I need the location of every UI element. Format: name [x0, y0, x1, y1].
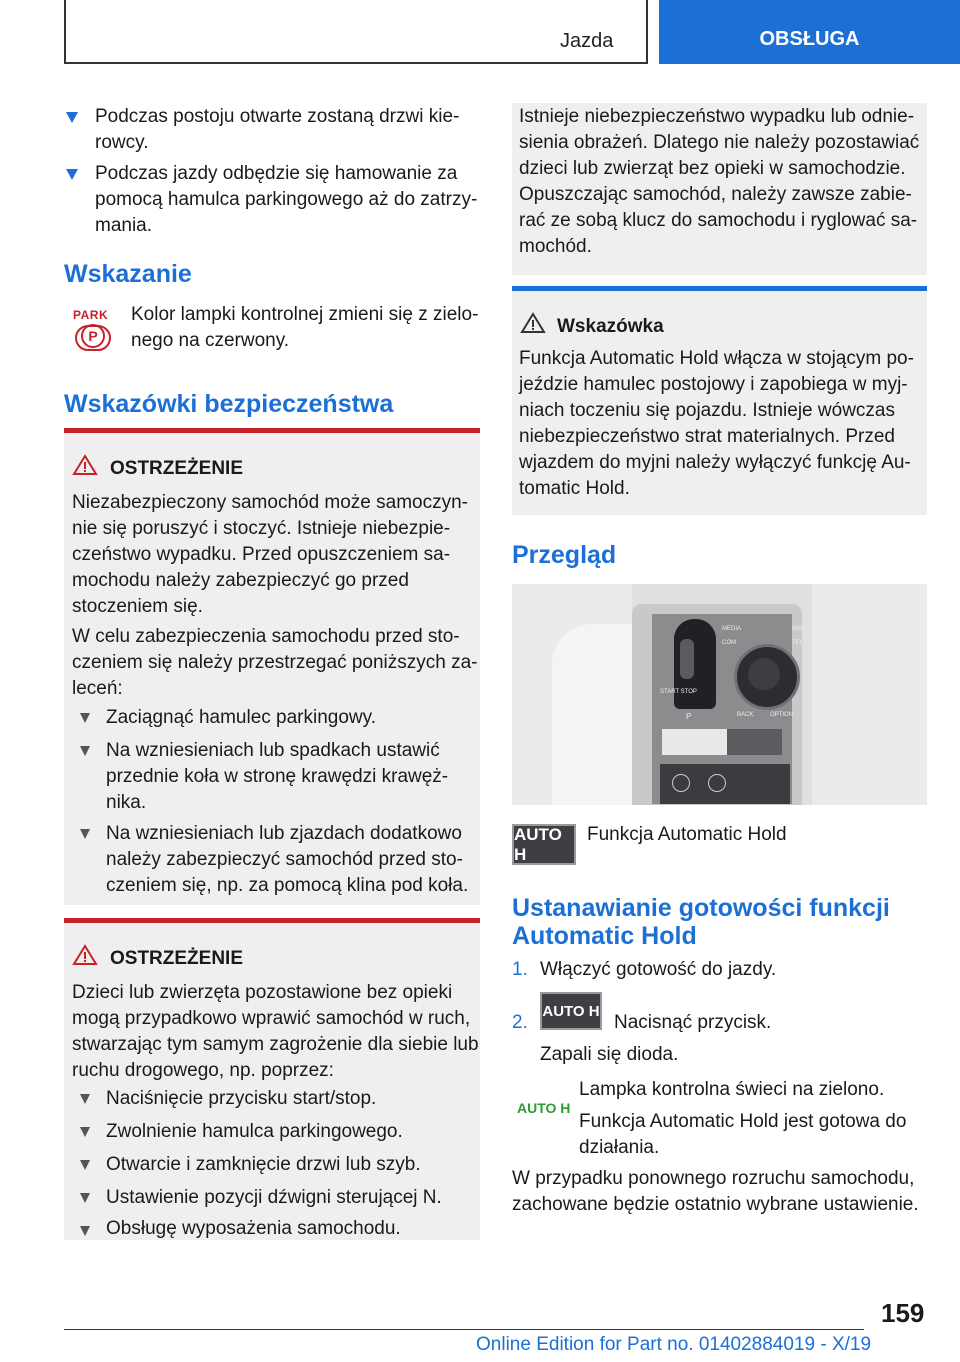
warning-item: Naciśnięcie przycisku start/stop.: [106, 1088, 377, 1109]
park-icon-label: PARK: [73, 308, 109, 322]
park-icon-p: P: [81, 324, 105, 348]
warning-text: leceń:: [72, 678, 123, 699]
warning-text: nie się poruszyć i stoczyć. Istnieje niebezpie-: [72, 518, 451, 539]
warning-item: Na wzniesieniach lub spadkach ustawić: [106, 740, 440, 761]
footer-divider: [64, 1329, 864, 1330]
bullet-triangle-icon: [80, 1193, 90, 1203]
step-subtext: Zapali się dioda.: [540, 1044, 679, 1065]
warning-text: rać ze sobą klucz do samochodu i ryglować sa-: [519, 210, 918, 231]
heading-ustanawianie: Ustanawianie gotowości funkcji: [512, 894, 890, 922]
warning-text: Dzieci lub zwierzęta pozostawione bez opieki: [72, 982, 453, 1003]
footer-edition: Online Edition for Part no. 01402884019 - X/19: [476, 1334, 872, 1355]
warning-text: czeniem się należy przestrzegać poniższych za-: [72, 652, 478, 673]
warning-box-rule: [64, 428, 480, 433]
warning-text: dzieci lub zwierząt bez opieki w samochodzie.: [519, 158, 906, 179]
bullet-triangle-icon: [80, 746, 90, 756]
lamp-text: działania.: [579, 1137, 660, 1158]
warning-item: Zaciągnąć hamulec parkingowy.: [106, 707, 377, 728]
warning-triangle-icon: [72, 944, 98, 966]
hint-text: tomatic Hold.: [519, 478, 630, 499]
warning-title: OSTRZEŻENIE: [110, 948, 244, 969]
heading-ustanawianie: Automatic Hold: [512, 922, 697, 950]
bullet-triangle-icon: [80, 1160, 90, 1170]
auto-hold-button-icon: AUTO H: [512, 824, 576, 865]
warning-triangle-icon: [72, 454, 98, 476]
warning-text: ruchu drogowego, np. poprzez:: [72, 1060, 334, 1081]
hint-text: niach toczeniu się pojazdu. Istnieje wówczas: [519, 400, 895, 421]
wskazanie-text: Kolor lampki kontrolnej zmieni się z zielo-: [131, 304, 479, 325]
auto-hold-caption: Funkcja Automatic Hold: [587, 824, 787, 845]
park-brake-icon: [70, 308, 114, 354]
warning-item: czeniem się, np. za pomocą klina pod koła.: [106, 875, 469, 896]
warning-text: W celu zabezpieczenia samochodu przed sto-: [72, 626, 460, 647]
step-text: Włączyć gotowość do jazdy.: [540, 959, 777, 980]
heading-safety: Wskazówki bezpieczeństwa: [64, 390, 394, 418]
console-label: BACK: [737, 712, 754, 718]
bullet-triangle-icon: [66, 112, 78, 123]
console-label: P: [686, 712, 692, 721]
heading-wskazanie: Wskazanie: [64, 260, 192, 288]
header-tab: OBSŁUGA: [659, 0, 960, 64]
bullet-text: Podczas jazdy odbędzie się hamowanie za: [95, 163, 458, 184]
warning-text: stoczeniem się.: [72, 596, 203, 617]
warning-text: mogą przypadkowo wprawić samochód w ruch,: [72, 1008, 471, 1029]
warning-item: przednie koła w stronę krawędzi krawęż-: [106, 766, 449, 787]
warning-title: OSTRZEŻENIE: [110, 458, 244, 479]
hint-text: wjazdem do myjni należy wyłączyć funkcję Au-: [519, 452, 911, 473]
hint-box-rule: [512, 286, 927, 291]
wskazanie-text: nego na czerwony.: [131, 330, 290, 351]
warning-text: Istnieje niebezpieczeństwo wypadku lub odnie-: [519, 106, 915, 127]
warning-item: Na wzniesieniach lub zjazdach dodatkowo: [106, 823, 462, 844]
warning-text: Opuszczając samochód, należy zawsze zabie-: [519, 184, 912, 205]
auto-hold-button-icon: AUTO H: [540, 992, 602, 1030]
hint-title: Wskazówka: [557, 316, 664, 337]
hint-text: Funkcja Automatic Hold włącza w stojącym po-: [519, 348, 914, 369]
bullet-triangle-icon: [66, 169, 78, 180]
console-label: NAV: [792, 626, 804, 632]
warning-item: należy zabezpieczyć samochód przed sto-: [106, 849, 463, 870]
warning-item: nika.: [106, 792, 147, 813]
closing-text: W przypadku ponownego rozruchu samochodu,: [512, 1168, 915, 1189]
bullet-text: rowcy.: [95, 132, 149, 153]
warning-text: Niezabezpieczony samochód może samoczyn-: [72, 492, 469, 513]
console-photo: [512, 584, 927, 805]
hint-text: niebezpieczeństwo strat materialnych. Przed: [519, 426, 895, 447]
console-label: MEDIA: [722, 626, 742, 632]
page-number: 159: [881, 1298, 925, 1328]
warning-text: sienia obrażeń. Dlatego nie należy pozostawiać: [519, 132, 920, 153]
step-text: Nacisnąć przycisk.: [614, 1012, 772, 1033]
closing-text: zachowane będzie ostatnio wybrane ustawienie.: [512, 1194, 919, 1215]
warning-text: czeństwo wypadku. Przed opuszczeniem sa-: [72, 544, 451, 565]
auto-hold-lamp-icon: AUTO H: [517, 1100, 571, 1116]
bullet-text: Podczas postoju otwarte zostaną drzwi kie-: [95, 106, 460, 127]
console-label: OPTION: [770, 712, 794, 718]
caution-triangle-icon: [520, 312, 546, 334]
warning-text: stwarzając tym samym zagrożenie dla siebie lub: [72, 1034, 479, 1055]
warning-text: mochodu należy zabezpieczyć go przed: [72, 570, 409, 591]
console-label: COM: [722, 640, 736, 646]
bullet-triangle-icon: [80, 1094, 90, 1104]
step-number: 1.: [512, 959, 528, 980]
console-label: TEL: [792, 640, 804, 646]
bullet-triangle-icon: [80, 713, 90, 723]
lamp-text: Lampka kontrolna świeci na zielono.: [579, 1079, 885, 1100]
bullet-text: mania.: [95, 215, 153, 236]
warning-item: Ustawienie pozycji dźwigni sterującej N.: [106, 1187, 442, 1208]
lamp-text: Funkcja Automatic Hold jest gotowa do: [579, 1111, 907, 1132]
bullet-triangle-icon: [80, 1226, 90, 1236]
hint-text: jeździe hamulec postojowy i zapobiega w myj-: [519, 374, 908, 395]
warning-item: Otwarcie i zamknięcie drzwi lub szyb.: [106, 1154, 421, 1175]
warning-box-rule: [64, 918, 480, 923]
warning-item: Obsługę wyposażenia samochodu.: [106, 1218, 401, 1239]
bullet-text: pomocą hamulca parkingowego aż do zatrzy-: [95, 189, 478, 210]
header-section-title: Jazda: [560, 30, 614, 52]
warning-text: mochód.: [519, 236, 592, 257]
console-label: START STOP: [660, 689, 697, 695]
step-number: 2.: [512, 1012, 528, 1033]
bullet-triangle-icon: [80, 829, 90, 839]
bullet-triangle-icon: [80, 1127, 90, 1137]
warning-item: Zwolnienie hamulca parkingowego.: [106, 1121, 403, 1142]
heading-przeglad: Przegląd: [512, 541, 617, 569]
